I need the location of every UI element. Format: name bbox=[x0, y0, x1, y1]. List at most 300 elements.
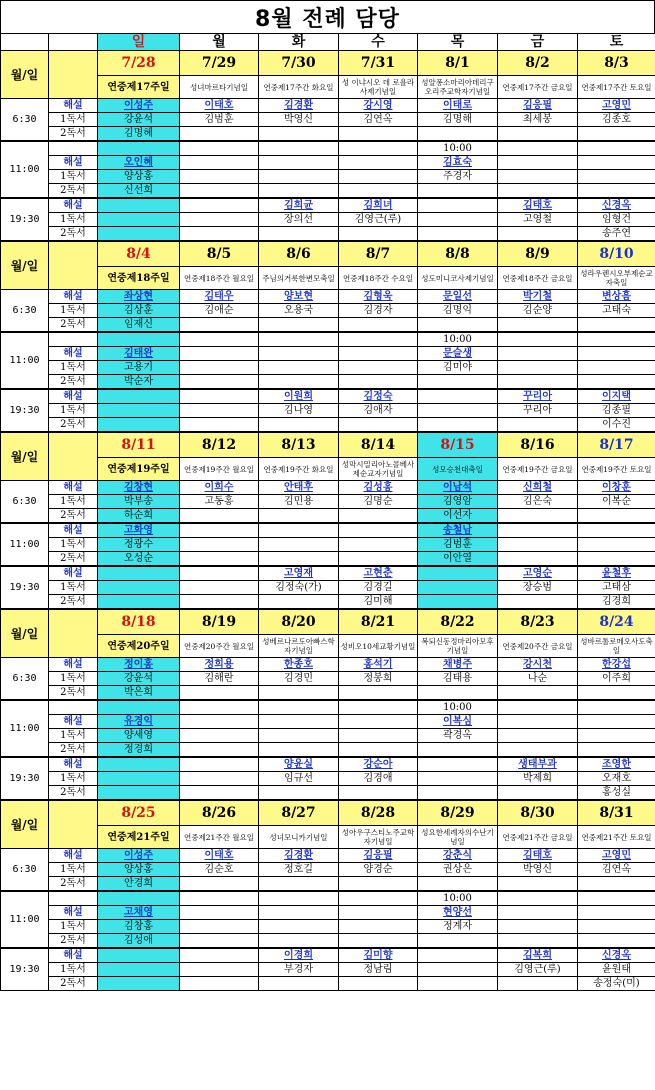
cell-r2 bbox=[339, 934, 418, 949]
cell-h: 꾸리아 bbox=[498, 389, 578, 404]
role-cell: 2독서 bbox=[49, 743, 98, 758]
time-cell: 6:30 bbox=[1, 99, 49, 142]
cell-r1 bbox=[578, 920, 655, 934]
cell-h: 이태호 bbox=[180, 99, 259, 113]
slot-row-t3-r1 bbox=[1, 963, 655, 977]
feast-cell: 연중제20주간 금요일 bbox=[498, 635, 578, 658]
cell-r1: 꾸리아 bbox=[498, 404, 578, 418]
date-cell: 7/29 bbox=[180, 51, 259, 76]
cell-r2 bbox=[498, 375, 578, 390]
cell-h bbox=[339, 523, 418, 538]
cell-h: 오인혜 bbox=[98, 156, 180, 170]
feast-cell: 연중제19주간 금요일 bbox=[498, 458, 578, 481]
cell-h: 김태호 bbox=[498, 198, 578, 213]
date-cell: 8/2 bbox=[498, 51, 578, 76]
cell-r1 bbox=[578, 170, 655, 184]
feast-row bbox=[1, 267, 655, 290]
cell-r1: 김영암 bbox=[418, 495, 498, 509]
date-cell: 8/6 bbox=[259, 241, 339, 267]
cell-h: 채병주 bbox=[418, 658, 498, 672]
cell-h: 김희균 bbox=[259, 198, 339, 213]
role-cell bbox=[49, 700, 98, 715]
cell-r1 bbox=[180, 920, 259, 934]
cell-r2 bbox=[578, 318, 655, 333]
cell-h bbox=[180, 948, 259, 963]
cell-r1: 윤원태 bbox=[578, 963, 655, 977]
slot-row-t3-h bbox=[1, 198, 655, 213]
cell-r1 bbox=[498, 920, 578, 934]
cell-r1: 김해란 bbox=[180, 672, 259, 686]
slot-row-t2-h bbox=[1, 347, 655, 361]
cell-h: 이남석 bbox=[418, 481, 498, 495]
cell-r2: 안경희 bbox=[98, 877, 180, 892]
date-cell: 8/20 bbox=[259, 609, 339, 635]
date-cell: 8/13 bbox=[259, 432, 339, 458]
date-cell: 8/24 bbox=[578, 609, 655, 635]
feast-cell: 성 이냐시오 데 로욜라사제기념일 bbox=[339, 76, 418, 99]
cell-h: 변상흠 bbox=[578, 290, 655, 304]
cell-r2 bbox=[339, 418, 418, 433]
cell-r1: 양세영 bbox=[98, 729, 180, 743]
date-cell: 8/9 bbox=[498, 241, 578, 267]
cell-h bbox=[578, 906, 655, 920]
cell-r2 bbox=[498, 595, 578, 610]
cell-r1 bbox=[498, 538, 578, 552]
date-row bbox=[1, 432, 655, 458]
slot-row-t2-note bbox=[1, 332, 655, 347]
cell-r1: 김애순 bbox=[180, 304, 259, 318]
cell-r2 bbox=[180, 552, 259, 567]
slot-row-t1-r2 bbox=[1, 509, 655, 524]
date-cell: 8/19 bbox=[180, 609, 259, 635]
cell-h: 강순아 bbox=[339, 757, 418, 772]
cell-h: 현양선 bbox=[418, 906, 498, 920]
cell-note bbox=[259, 700, 339, 715]
cell-r1: 양경순 bbox=[339, 863, 418, 877]
feast-cell: 연중제20주간 월요일 bbox=[180, 635, 259, 658]
role-cell: 2독서 bbox=[49, 877, 98, 892]
slot-row-t1-h bbox=[1, 99, 655, 113]
cell-r1: 김나영 bbox=[259, 404, 339, 418]
cell-r2 bbox=[578, 743, 655, 758]
role-cell: 1독서 bbox=[49, 538, 98, 552]
date-cell: 8/7 bbox=[339, 241, 418, 267]
corner-cell bbox=[49, 34, 98, 51]
role-cell: 2독서 bbox=[49, 934, 98, 949]
cell-r2: 이선자 bbox=[418, 509, 498, 524]
cell-note: 10:00 bbox=[418, 141, 498, 156]
cell-r2 bbox=[98, 418, 180, 433]
feast-cell: 성녀마르타기념일 bbox=[180, 76, 259, 99]
date-row bbox=[1, 609, 655, 635]
cell-h bbox=[98, 198, 180, 213]
cell-r1 bbox=[418, 404, 498, 418]
cell-h: 이성주 bbox=[98, 99, 180, 113]
feast-cell: 연중제19주간 토요일 bbox=[578, 458, 655, 481]
role-cell: 2독서 bbox=[49, 227, 98, 242]
cell-r1 bbox=[339, 920, 418, 934]
role-cell: 해설 bbox=[49, 389, 98, 404]
cell-r1 bbox=[98, 581, 180, 595]
cell-r1: 김연옥 bbox=[339, 113, 418, 127]
time-cell: 11:00 bbox=[1, 141, 49, 198]
feast-cell: 연중제21주일 bbox=[98, 826, 180, 849]
cell-h: 이창훈 bbox=[578, 481, 655, 495]
cell-r2: 신선희 bbox=[98, 184, 180, 199]
cell-h bbox=[180, 523, 259, 538]
cell-r2 bbox=[259, 127, 339, 142]
slot-row-t1-h bbox=[1, 849, 655, 863]
date-cell: 8/30 bbox=[498, 800, 578, 826]
cell-r1: 박제희 bbox=[498, 772, 578, 786]
cell-r2 bbox=[578, 184, 655, 199]
cell-r2: 김명혜 bbox=[98, 127, 180, 142]
cell-h: 강춘식 bbox=[418, 849, 498, 863]
cell-r1: 이주희 bbox=[578, 672, 655, 686]
slot-row-t1-r1 bbox=[1, 113, 655, 127]
date-row bbox=[1, 800, 655, 826]
feast-cell: 성비오10세교황기념일 bbox=[339, 635, 418, 658]
cell-r2 bbox=[498, 686, 578, 701]
cell-r1: 정호길 bbox=[259, 863, 339, 877]
cell-h: 고영민 bbox=[578, 849, 655, 863]
feast-cell: 연중제17주간 화요일 bbox=[259, 76, 339, 99]
date-cell: 8/17 bbox=[578, 432, 655, 458]
cell-r1: 김경민 bbox=[259, 672, 339, 686]
cell-h bbox=[339, 156, 418, 170]
cell-h: 양윤실 bbox=[259, 757, 339, 772]
cell-r1: 강윤석 bbox=[98, 113, 180, 127]
cell-r1 bbox=[259, 170, 339, 184]
cell-h bbox=[259, 715, 339, 729]
date-cell: 8/29 bbox=[418, 800, 498, 826]
date-cell: 8/5 bbox=[180, 241, 259, 267]
cell-h: 고채영 bbox=[98, 906, 180, 920]
feast-cell: 주님의거룩한변모축일 bbox=[259, 267, 339, 290]
slot-row-t1-r2 bbox=[1, 318, 655, 333]
cell-h: 강시천 bbox=[498, 658, 578, 672]
cell-note bbox=[578, 891, 655, 906]
cell-r2 bbox=[98, 227, 180, 242]
slot-row-t2-h bbox=[1, 906, 655, 920]
cell-h: 고화영 bbox=[98, 523, 180, 538]
cell-r2 bbox=[578, 509, 655, 524]
cell-note bbox=[578, 332, 655, 347]
cell-note bbox=[578, 141, 655, 156]
cell-r1 bbox=[259, 920, 339, 934]
role-cell: 해설 bbox=[49, 948, 98, 963]
weekday-header-row bbox=[1, 34, 655, 51]
slot-row-t3-r2 bbox=[1, 595, 655, 610]
cell-h: 이태로 bbox=[418, 99, 498, 113]
cell-r1: 부경자 bbox=[259, 963, 339, 977]
cell-r1: 김종호 bbox=[578, 113, 655, 127]
cell-r1 bbox=[259, 361, 339, 375]
cell-r1: 김순양 bbox=[498, 304, 578, 318]
cell-h bbox=[498, 906, 578, 920]
date-cell: 8/8 bbox=[418, 241, 498, 267]
slot-row-t3-r1 bbox=[1, 581, 655, 595]
cell-r1 bbox=[498, 170, 578, 184]
cell-h: 김태우 bbox=[180, 290, 259, 304]
role-cell: 1독서 bbox=[49, 170, 98, 184]
cell-h: 정희용 bbox=[180, 658, 259, 672]
cell-h: 김응필 bbox=[339, 849, 418, 863]
slot-row-t1-h bbox=[1, 290, 655, 304]
slot-row-t3-r2 bbox=[1, 786, 655, 801]
cell-r1: 김경애 bbox=[339, 772, 418, 786]
role-cell: 해설 bbox=[49, 523, 98, 538]
cell-r2 bbox=[418, 934, 498, 949]
cell-r1: 장의선 bbox=[259, 213, 339, 227]
cell-r2 bbox=[259, 686, 339, 701]
cell-h: 정이홍 bbox=[98, 658, 180, 672]
feast-cell: 연중제19주일 bbox=[98, 458, 180, 481]
cell-h: 이지택 bbox=[578, 389, 655, 404]
cell-note bbox=[180, 700, 259, 715]
cell-r1 bbox=[578, 538, 655, 552]
feast-cell: 연중제18주간 월요일 bbox=[180, 267, 259, 290]
cell-r2 bbox=[578, 375, 655, 390]
cell-r1 bbox=[98, 404, 180, 418]
slot-row-t1-r1 bbox=[1, 672, 655, 686]
cell-note bbox=[98, 332, 180, 347]
cell-r1: 김애자 bbox=[339, 404, 418, 418]
date-cell: 8/1 bbox=[418, 51, 498, 76]
feast-cell: 연중제20주일 bbox=[98, 635, 180, 658]
cell-note: 10:00 bbox=[418, 332, 498, 347]
time-cell: 11:00 bbox=[1, 523, 49, 566]
cell-note bbox=[339, 700, 418, 715]
feast-cell: 성녀모니카기념일 bbox=[259, 826, 339, 849]
cell-h bbox=[498, 523, 578, 538]
time-cell: 11:00 bbox=[1, 700, 49, 757]
role-cell: 1독서 bbox=[49, 213, 98, 227]
cell-r1: 김창홍 bbox=[98, 920, 180, 934]
slot-row-t2-r2 bbox=[1, 552, 655, 567]
cell-h: 신희철 bbox=[498, 481, 578, 495]
cell-r1 bbox=[98, 772, 180, 786]
feast-cell: 연중제18주간 수요일 bbox=[339, 267, 418, 290]
cell-h: 고영순 bbox=[498, 566, 578, 581]
cell-r2 bbox=[339, 977, 418, 991]
feast-cell: 연중제19주간 월요일 bbox=[180, 458, 259, 481]
cell-h: 신경옥 bbox=[578, 948, 655, 963]
cell-r2 bbox=[180, 318, 259, 333]
cell-r2: 박은희 bbox=[98, 686, 180, 701]
cell-r1: 김태용 bbox=[418, 672, 498, 686]
cell-r2 bbox=[339, 552, 418, 567]
cell-h bbox=[418, 948, 498, 963]
cell-h bbox=[418, 389, 498, 404]
role-cell: 해설 bbox=[49, 347, 98, 361]
cell-h bbox=[498, 156, 578, 170]
role-cell: 2독서 bbox=[49, 318, 98, 333]
date-cell: 8/4 bbox=[98, 241, 180, 267]
cell-h: 김희녀 bbox=[339, 198, 418, 213]
cell-r2 bbox=[259, 318, 339, 333]
slot-row-t2-r1 bbox=[1, 920, 655, 934]
schedule-table bbox=[0, 33, 655, 991]
month-day-label: 월/일 bbox=[1, 800, 49, 849]
cell-r2 bbox=[418, 184, 498, 199]
date-cell: 8/14 bbox=[339, 432, 418, 458]
slot-row-t2-r2 bbox=[1, 375, 655, 390]
cell-r1 bbox=[339, 538, 418, 552]
slot-row-t2-r1 bbox=[1, 538, 655, 552]
cell-h: 유경익 bbox=[98, 715, 180, 729]
cell-h: 고영재 bbox=[259, 566, 339, 581]
cell-r2 bbox=[418, 375, 498, 390]
cell-r1: 김영근(루) bbox=[339, 213, 418, 227]
cell-r1: 김미야 bbox=[418, 361, 498, 375]
cell-r1 bbox=[180, 581, 259, 595]
cell-h bbox=[339, 715, 418, 729]
cell-r1: 주경자 bbox=[418, 170, 498, 184]
cell-r2 bbox=[418, 127, 498, 142]
month-day-label: 월/일 bbox=[1, 51, 49, 99]
cell-r1: 정남림 bbox=[339, 963, 418, 977]
cell-note bbox=[339, 141, 418, 156]
cell-r2: 임재신 bbox=[98, 318, 180, 333]
time-cell: 19:30 bbox=[1, 198, 49, 241]
cell-h bbox=[180, 198, 259, 213]
slot-row-t1-r2 bbox=[1, 686, 655, 701]
cell-h bbox=[180, 757, 259, 772]
date-blank-cell bbox=[49, 51, 98, 99]
date-cell: 8/15 bbox=[418, 432, 498, 458]
cell-r1 bbox=[180, 213, 259, 227]
date-cell: 8/27 bbox=[259, 800, 339, 826]
role-cell: 해설 bbox=[49, 290, 98, 304]
cell-h bbox=[418, 566, 498, 581]
slot-row-t2-h bbox=[1, 523, 655, 538]
cell-r1: 임규선 bbox=[259, 772, 339, 786]
cell-note bbox=[578, 700, 655, 715]
corner-cell bbox=[1, 34, 49, 51]
role-cell bbox=[49, 141, 98, 156]
cell-r2 bbox=[339, 743, 418, 758]
cell-r2 bbox=[578, 877, 655, 892]
cell-r2 bbox=[180, 184, 259, 199]
cell-h: 김정숙 bbox=[339, 389, 418, 404]
cell-r2: 하순희 bbox=[98, 509, 180, 524]
cell-h: 홍석기 bbox=[339, 658, 418, 672]
feast-cell: 성알퐁소마리아데리구오리주교학자기념일 bbox=[418, 76, 498, 99]
role-cell: 해설 bbox=[49, 849, 98, 863]
role-cell: 1독서 bbox=[49, 304, 98, 318]
time-cell: 6:30 bbox=[1, 849, 49, 892]
cell-h: 양보현 bbox=[259, 290, 339, 304]
cell-r2 bbox=[259, 877, 339, 892]
cell-r2 bbox=[418, 318, 498, 333]
cell-r2 bbox=[180, 375, 259, 390]
date-row bbox=[1, 241, 655, 267]
cell-r1: 정봉희 bbox=[339, 672, 418, 686]
cell-r1: 김명해 bbox=[418, 113, 498, 127]
weekday-header: 금 bbox=[498, 34, 578, 51]
time-cell: 6:30 bbox=[1, 290, 49, 333]
month-day-label: 월/일 bbox=[1, 432, 49, 481]
cell-h bbox=[98, 757, 180, 772]
feast-cell: 성베르나르도아빠스학자기념일 bbox=[259, 635, 339, 658]
time-cell: 6:30 bbox=[1, 481, 49, 524]
cell-r2 bbox=[259, 184, 339, 199]
cell-r1: 정광수 bbox=[98, 538, 180, 552]
cell-r2 bbox=[418, 686, 498, 701]
cell-r2 bbox=[259, 227, 339, 242]
cell-r1: 고용기 bbox=[98, 361, 180, 375]
cell-h bbox=[418, 198, 498, 213]
cell-r2 bbox=[339, 184, 418, 199]
cell-r2: 오성순 bbox=[98, 552, 180, 567]
cell-note bbox=[498, 332, 578, 347]
slot-row-t3-r2 bbox=[1, 977, 655, 991]
cell-note bbox=[98, 700, 180, 715]
slot-row-t3-h bbox=[1, 948, 655, 963]
cell-r2: 김경희 bbox=[578, 595, 655, 610]
cell-h bbox=[180, 906, 259, 920]
date-blank-cell bbox=[49, 609, 98, 658]
role-cell: 1독서 bbox=[49, 772, 98, 786]
cell-h bbox=[180, 566, 259, 581]
cell-h bbox=[259, 523, 339, 538]
cell-h bbox=[498, 347, 578, 361]
feast-cell: 성요한세례자의수난기념일 bbox=[418, 826, 498, 849]
role-cell: 해설 bbox=[49, 715, 98, 729]
role-cell: 해설 bbox=[49, 906, 98, 920]
cell-h bbox=[180, 156, 259, 170]
cell-r2 bbox=[259, 595, 339, 610]
cell-note bbox=[498, 891, 578, 906]
cell-h bbox=[578, 347, 655, 361]
cell-h: 이복심 bbox=[418, 715, 498, 729]
cell-r1: 양상홍 bbox=[98, 863, 180, 877]
cell-note bbox=[98, 891, 180, 906]
cell-r1 bbox=[259, 538, 339, 552]
cell-r1 bbox=[180, 963, 259, 977]
cell-r2 bbox=[418, 227, 498, 242]
role-cell bbox=[49, 891, 98, 906]
cell-r1: 권상은 bbox=[418, 863, 498, 877]
slot-row-t3-r1 bbox=[1, 772, 655, 786]
cell-h bbox=[339, 906, 418, 920]
cell-r1 bbox=[498, 729, 578, 743]
cell-h: 이원희 bbox=[259, 389, 339, 404]
cell-r2 bbox=[418, 418, 498, 433]
cell-note bbox=[259, 141, 339, 156]
cell-r1: 박영신 bbox=[498, 863, 578, 877]
feast-cell: 성도미니코사제기념일 bbox=[418, 267, 498, 290]
role-cell: 1독서 bbox=[49, 404, 98, 418]
cell-h: 강시영 bbox=[339, 99, 418, 113]
cell-r2 bbox=[259, 418, 339, 433]
cell-r1: 박부송 bbox=[98, 495, 180, 509]
cell-r1 bbox=[180, 361, 259, 375]
cell-r1: 김영근(루) bbox=[498, 963, 578, 977]
date-cell: 8/28 bbox=[339, 800, 418, 826]
cell-r2 bbox=[578, 686, 655, 701]
slot-row-t3-h bbox=[1, 389, 655, 404]
cell-r1: 고영철 bbox=[498, 213, 578, 227]
time-cell: 19:30 bbox=[1, 757, 49, 800]
role-cell: 1독서 bbox=[49, 113, 98, 127]
weekday-header: 수 bbox=[339, 34, 418, 51]
date-cell: 7/31 bbox=[339, 51, 418, 76]
cell-r1: 김명익 bbox=[418, 304, 498, 318]
cell-note bbox=[339, 891, 418, 906]
cell-r1 bbox=[578, 361, 655, 375]
